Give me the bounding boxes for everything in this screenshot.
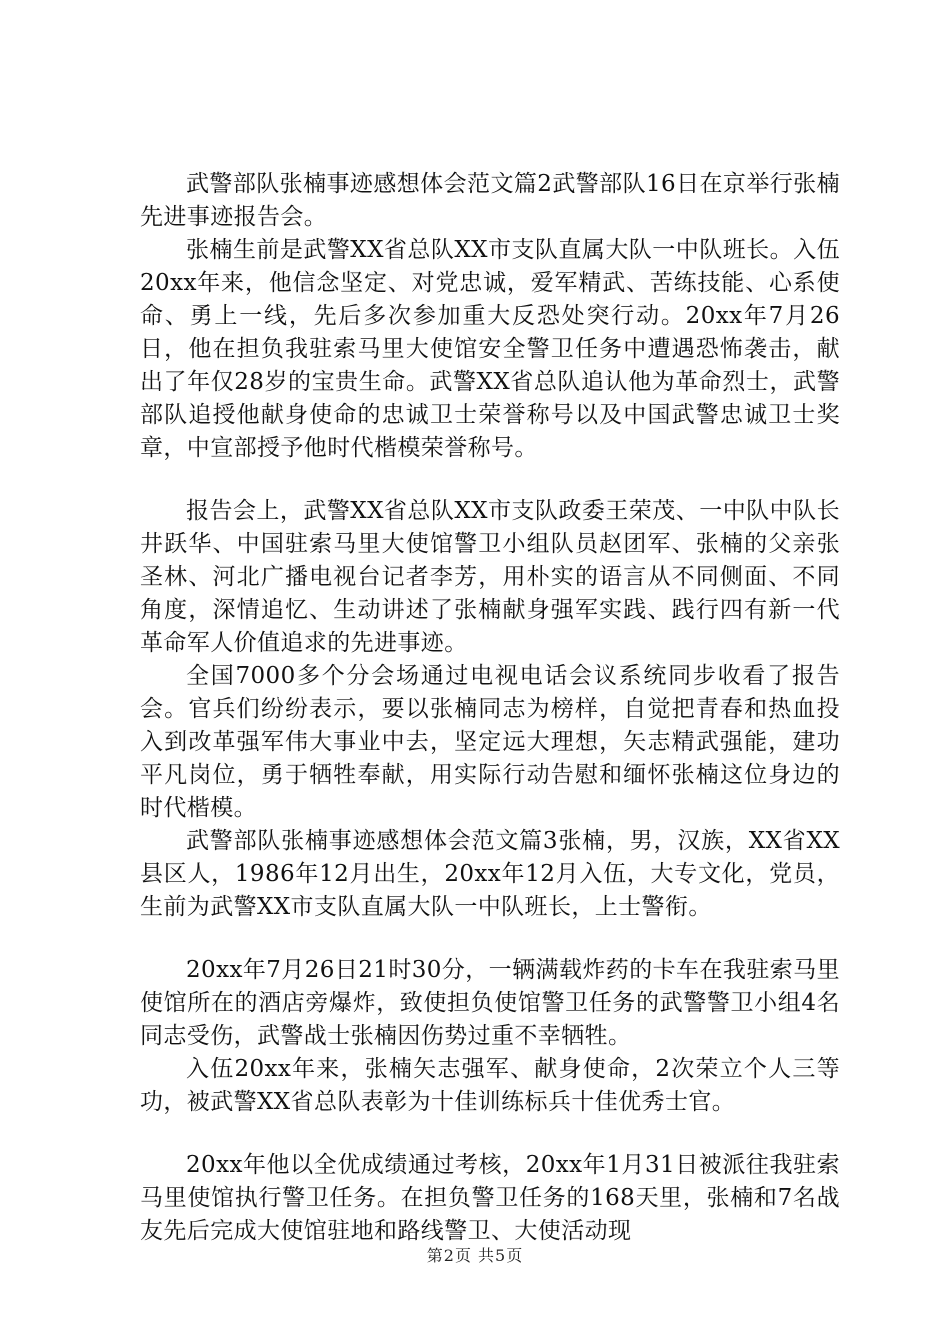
paragraph-5: 武警部队张楠事迹感想体会范文篇3张楠，男，汉族，XX省XX县区人，1986年12月出生，20xx年12月入伍，大专文化，党员，生前为武警XX市支队直属大队一中队班长，上士警衔。 (140, 828, 840, 920)
paragraph-1: 武警部队张楠事迹感想体会范文篇2武警部队16日在京举行张楠先进事迹报告会。 (140, 171, 840, 230)
paragraph-8: 20xx年他以全优成绩通过考核，20xx年1月31日被派往我驻索马里使馆执行警卫任务。在担负警卫任务的168天里，张楠和7名战友先后完成大使馆驻地和路线警卫、大使活动现 (140, 1152, 840, 1244)
paragraph-2: 张楠生前是武警XX省总队XX市支队直属大队一中队班长。入伍20xx年来，他信念坚定、对党忠诚，爱军精武、苦练技能、心系使命、勇上一线，先后多次参加重大反恐处突行动。20xx年7月26日，他在担负我驻索马里大使馆安全警卫任务中遭遇恐怖袭击，献出了年仅28岁的宝贵生命。武警XX省总队追认他为革命烈士，武警部队追授他献身使命的忠诚卫士荣誉称号以及中国武警忠诚卫士奖章，中宣部授予他时代楷模荣誉称号。 (140, 237, 840, 461)
paragraph-4: 全国7000多个分会场通过电视电话会议系统同步收看了报告会。官兵们纷纷表示，要以张楠同志为榜样，自觉把青春和热血投入到改革强军伟大事业中去，坚定远大理想，矢志精武强能，建功平凡岗位，勇于牺牲奉献，用实际行动告慰和缅怀张楠这位身边的时代楷模。 (140, 663, 840, 821)
page-number-footer: 第2页 共5页 (426, 1246, 524, 1265)
paragraph-7: 入伍20xx年来，张楠矢志强军、献身使命，2次荣立个人三等功，被武警XX省总队表彰为十佳训练标兵十佳优秀士官。 (140, 1056, 840, 1115)
paragraph-6: 20xx年7月26日21时30分，一辆满载炸药的卡车在我驻索马里使馆所在的酒店旁爆炸，致使担负使馆警卫任务的武警警卫小组4名同志受伤，武警战士张楠因伤势过重不幸牺牲。 (140, 957, 840, 1049)
document-body (140, 168, 840, 1248)
paragraph-3: 报告会上，武警XX省总队XX市支队政委王荣茂、一中队中队长井跃华、中国驻索马里大使馆警卫小组队员赵团军、张楠的父亲张圣林、河北广播电视台记者李芳，用朴实的语言从不同侧面、不同角度，深情追忆、生动讲述了张楠献身强军实践、践行四有新一代革命军人价值追求的先进事迹。 (140, 498, 840, 656)
